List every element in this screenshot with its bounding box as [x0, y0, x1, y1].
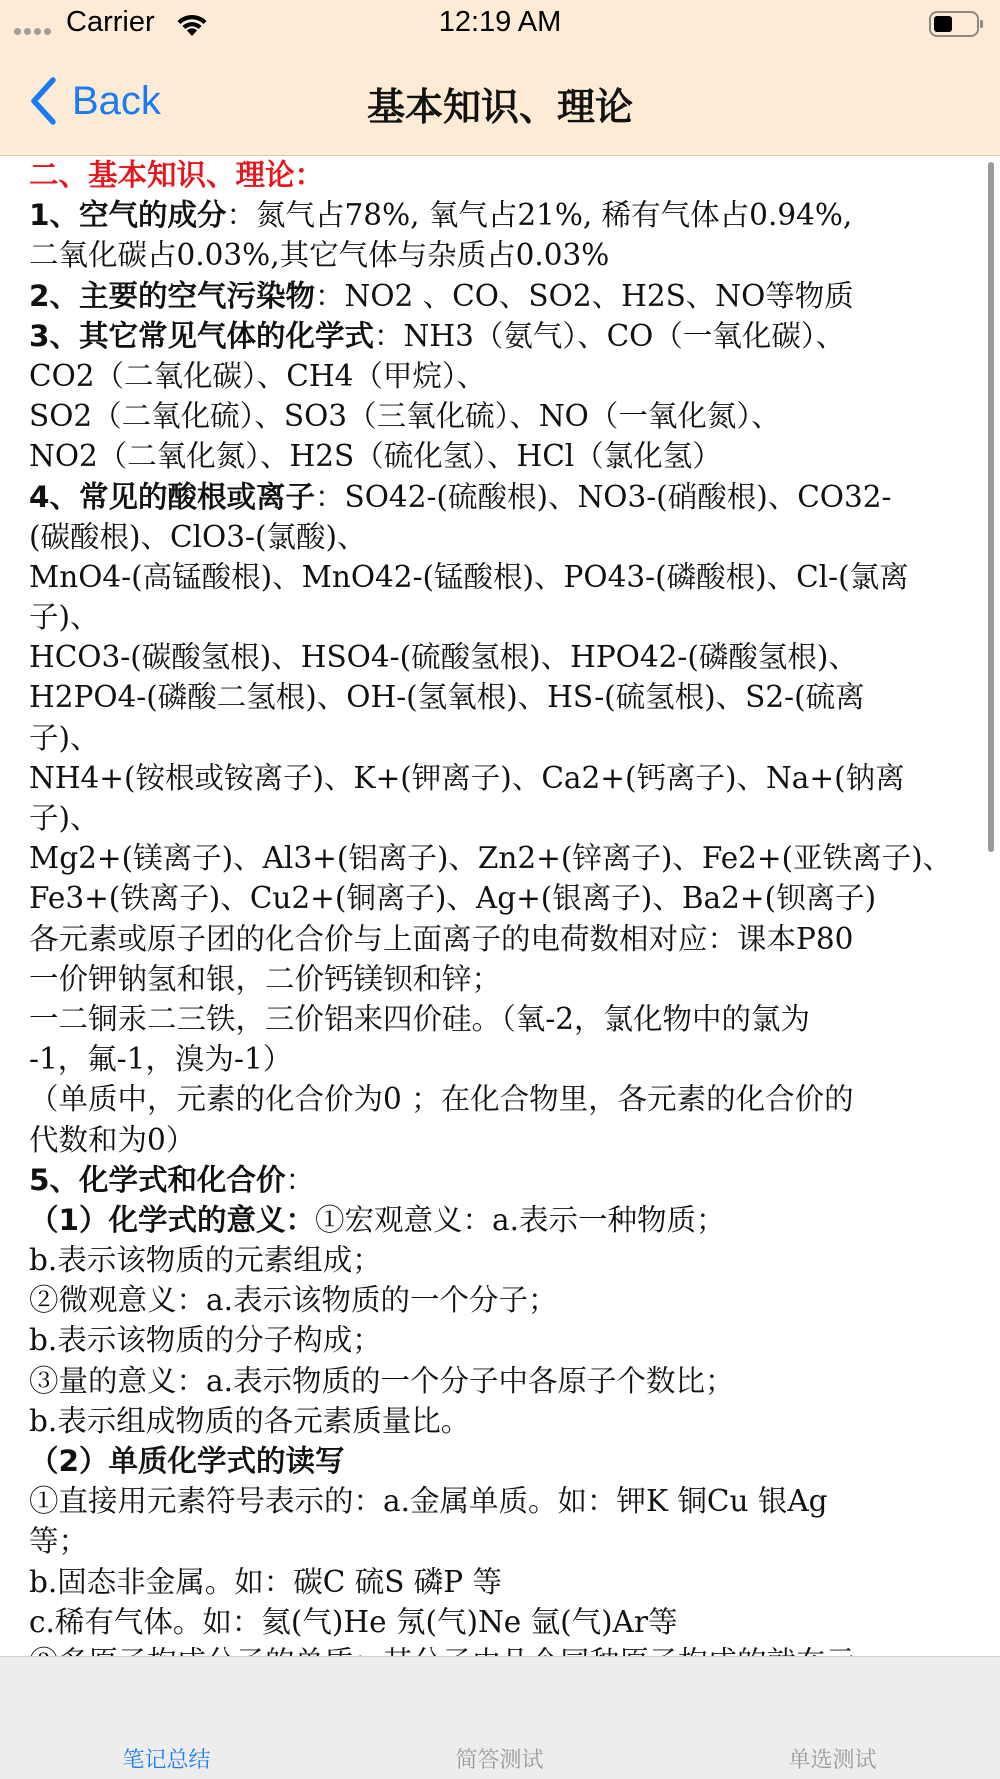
status-bar	[0, 0, 1000, 48]
content-text: ：NH3（氨气）、CO（一氧化碳）、	[374, 318, 846, 353]
content-text: ：	[285, 1162, 316, 1197]
content-text: 二氧化碳占0.03%,其它气体与杂质占0.03%	[29, 238, 610, 273]
content-text: SO2（二氧化硫）、SO3（三氧化硫）、NO（一氧化氮）、	[29, 399, 781, 434]
content-text: b.表示该物质的元素组成；	[29, 1243, 382, 1278]
content-line	[29, 798, 985, 838]
content-text: 子)、	[29, 720, 100, 755]
page-title: 基本知识、理论	[366, 85, 633, 129]
content-line	[29, 396, 985, 436]
content-text: 一价钾钠氢和银，二价钙镁钡和锌；	[29, 961, 502, 996]
content-text: (碳酸根)、ClO3-(氯酸)、	[29, 519, 367, 554]
content-text: 子)、	[29, 600, 100, 635]
content-line	[29, 597, 985, 637]
content-text: CO2（二氧化碳）、CH4（甲烷）、	[29, 358, 487, 393]
content-text: -1，氟-1，溴为-1）	[29, 1042, 293, 1077]
content-line	[29, 878, 985, 918]
topic-heading: （2）单质化学式的读写	[29, 1444, 345, 1478]
content-text: b.表示该物质的分子构成；	[29, 1323, 382, 1358]
content-line	[29, 1562, 985, 1602]
content-text: ②微观意义：a.表示该物质的一个分子；	[29, 1283, 558, 1318]
content-text: 各元素或原子团的化合价与上面离子的电荷数相对应：课本P80	[29, 921, 854, 956]
content-text: 等；	[29, 1524, 89, 1559]
top-bar	[0, 0, 1000, 156]
content-text: ：SO42-(硫酸根)、NO3-(硝酸根)、CO32-	[315, 479, 892, 514]
content-text: b.表示组成物质的各元素质量比。	[29, 1403, 471, 1438]
content-line	[29, 316, 985, 356]
back-label: Back	[72, 78, 161, 123]
content-line	[29, 1039, 985, 1079]
content-text: NO2（二氧化氮）、H2S（硫化氢）、HCl（氯化氢）	[29, 439, 722, 474]
topic-heading: 2、主要的空气污染物	[29, 278, 316, 313]
content-line	[29, 1602, 985, 1642]
content-text: Fe3+(铁离子)、Cu2+(铜离子)、Ag+(银离子)、Ba2+(钡离子)	[29, 881, 877, 916]
content-line	[29, 436, 985, 476]
content-line	[29, 1441, 985, 1481]
content-text: ③量的意义：a.表示物质的一个分子中各原子个数比；	[29, 1363, 735, 1398]
content-text: b.固态非金属。如：碳C 硫S 磷P 等	[29, 1564, 503, 1599]
battery-icon	[929, 11, 985, 37]
status-time: 12:19 AM	[438, 6, 562, 38]
content-line	[29, 235, 985, 275]
content-text: H2PO4-(磷酸二氢根)、OH-(氢氧根)、HS-(硫氢根)、S2-(硫离	[29, 680, 865, 715]
content-text: Mg2+(镁离子)、Al3+(铝离子)、Zn2+(锌离子)、Fe2+(亚铁离子)、	[29, 841, 953, 876]
content-line	[29, 1200, 985, 1240]
content-text: 代数和为0）	[29, 1122, 196, 1157]
content-text: 子)、	[29, 801, 100, 835]
content-line	[29, 1120, 985, 1160]
topic-heading: 1、空气的成分	[29, 198, 227, 233]
content-line	[29, 758, 985, 798]
content-line	[29, 557, 985, 597]
content-text: ①直接用元素符号表示的：a.金属单质。如：钾K 铜Cu 银Ag	[29, 1484, 828, 1519]
content-line	[29, 1361, 985, 1401]
content-line	[29, 517, 985, 557]
content-line	[29, 1079, 985, 1119]
topic-heading: 3、其它常见气体的化学式	[29, 318, 375, 353]
topic-heading: 4、常见的酸根或离子	[29, 479, 316, 514]
tab-single-choice-test[interactable]: 单选测试	[788, 1748, 877, 1773]
content-line	[29, 637, 985, 677]
content-text: HCO3-(碳酸氢根)、HSO4-(硫酸氢根)、HPO42-(磷酸氢根)、	[29, 640, 858, 675]
content-text: NH4+(铵根或铵离子)、K+(钾离子)、Ca2+(钙离子)、Na+(钠离	[29, 760, 905, 795]
carrier-label: Carrier	[66, 6, 155, 38]
content-line	[29, 1320, 985, 1360]
topic-heading: （1）化学式的意义：	[29, 1202, 316, 1237]
tab-bar	[0, 1656, 1000, 1779]
content-line	[29, 919, 985, 959]
content-text: MnO4-(高锰酸根)、MnO42-(锰酸根)、PO43-(磷酸根)、Cl-(氯离	[29, 559, 909, 594]
navigation-bar	[0, 48, 1000, 155]
topic-heading: 5、化学式和化合价	[29, 1162, 286, 1197]
content-line	[29, 1521, 985, 1561]
content-line	[29, 1280, 985, 1320]
tab-notes-summary[interactable]: 笔记总结	[122, 1748, 211, 1773]
section-heading: 二、基本知识、理论：	[29, 158, 325, 192]
tab-short-answer-test[interactable]: 简答测试	[455, 1748, 544, 1773]
content-text: ：NO2 、CO、SO2、H2S、NO等物质	[315, 278, 854, 313]
content-line	[29, 276, 985, 316]
content-line	[29, 677, 985, 717]
content-line	[29, 195, 985, 235]
content-text: （单质中，元素的化合价为0 ；在化合物里，各元素的化合价的	[29, 1082, 854, 1117]
content-line	[29, 718, 985, 758]
content-line	[29, 1481, 985, 1521]
notes-content[interactable]	[29, 155, 985, 1655]
content-text: ：氮气占78%, 氧气占21%, 稀有气体占0.94%,	[226, 198, 853, 233]
content-text: 一二铜汞二三铁，三价铝来四价硅。（氧-2，氯化物中的氯为	[29, 1001, 810, 1036]
content-text: ①宏观意义：a.表示一种物质；	[315, 1202, 726, 1237]
content-line	[29, 1240, 985, 1280]
content-line	[29, 477, 985, 517]
content-text: c.稀有气体。如：氦(气)He 氖(气)Ne 氩(气)Ar等	[29, 1604, 678, 1639]
content-line	[29, 838, 985, 878]
content-line	[29, 1160, 985, 1200]
content-line	[29, 155, 985, 195]
content-line	[29, 999, 985, 1039]
content-line	[29, 356, 985, 396]
content-line	[29, 1401, 985, 1441]
content-line	[29, 959, 985, 999]
scrollbar[interactable]	[988, 162, 994, 852]
